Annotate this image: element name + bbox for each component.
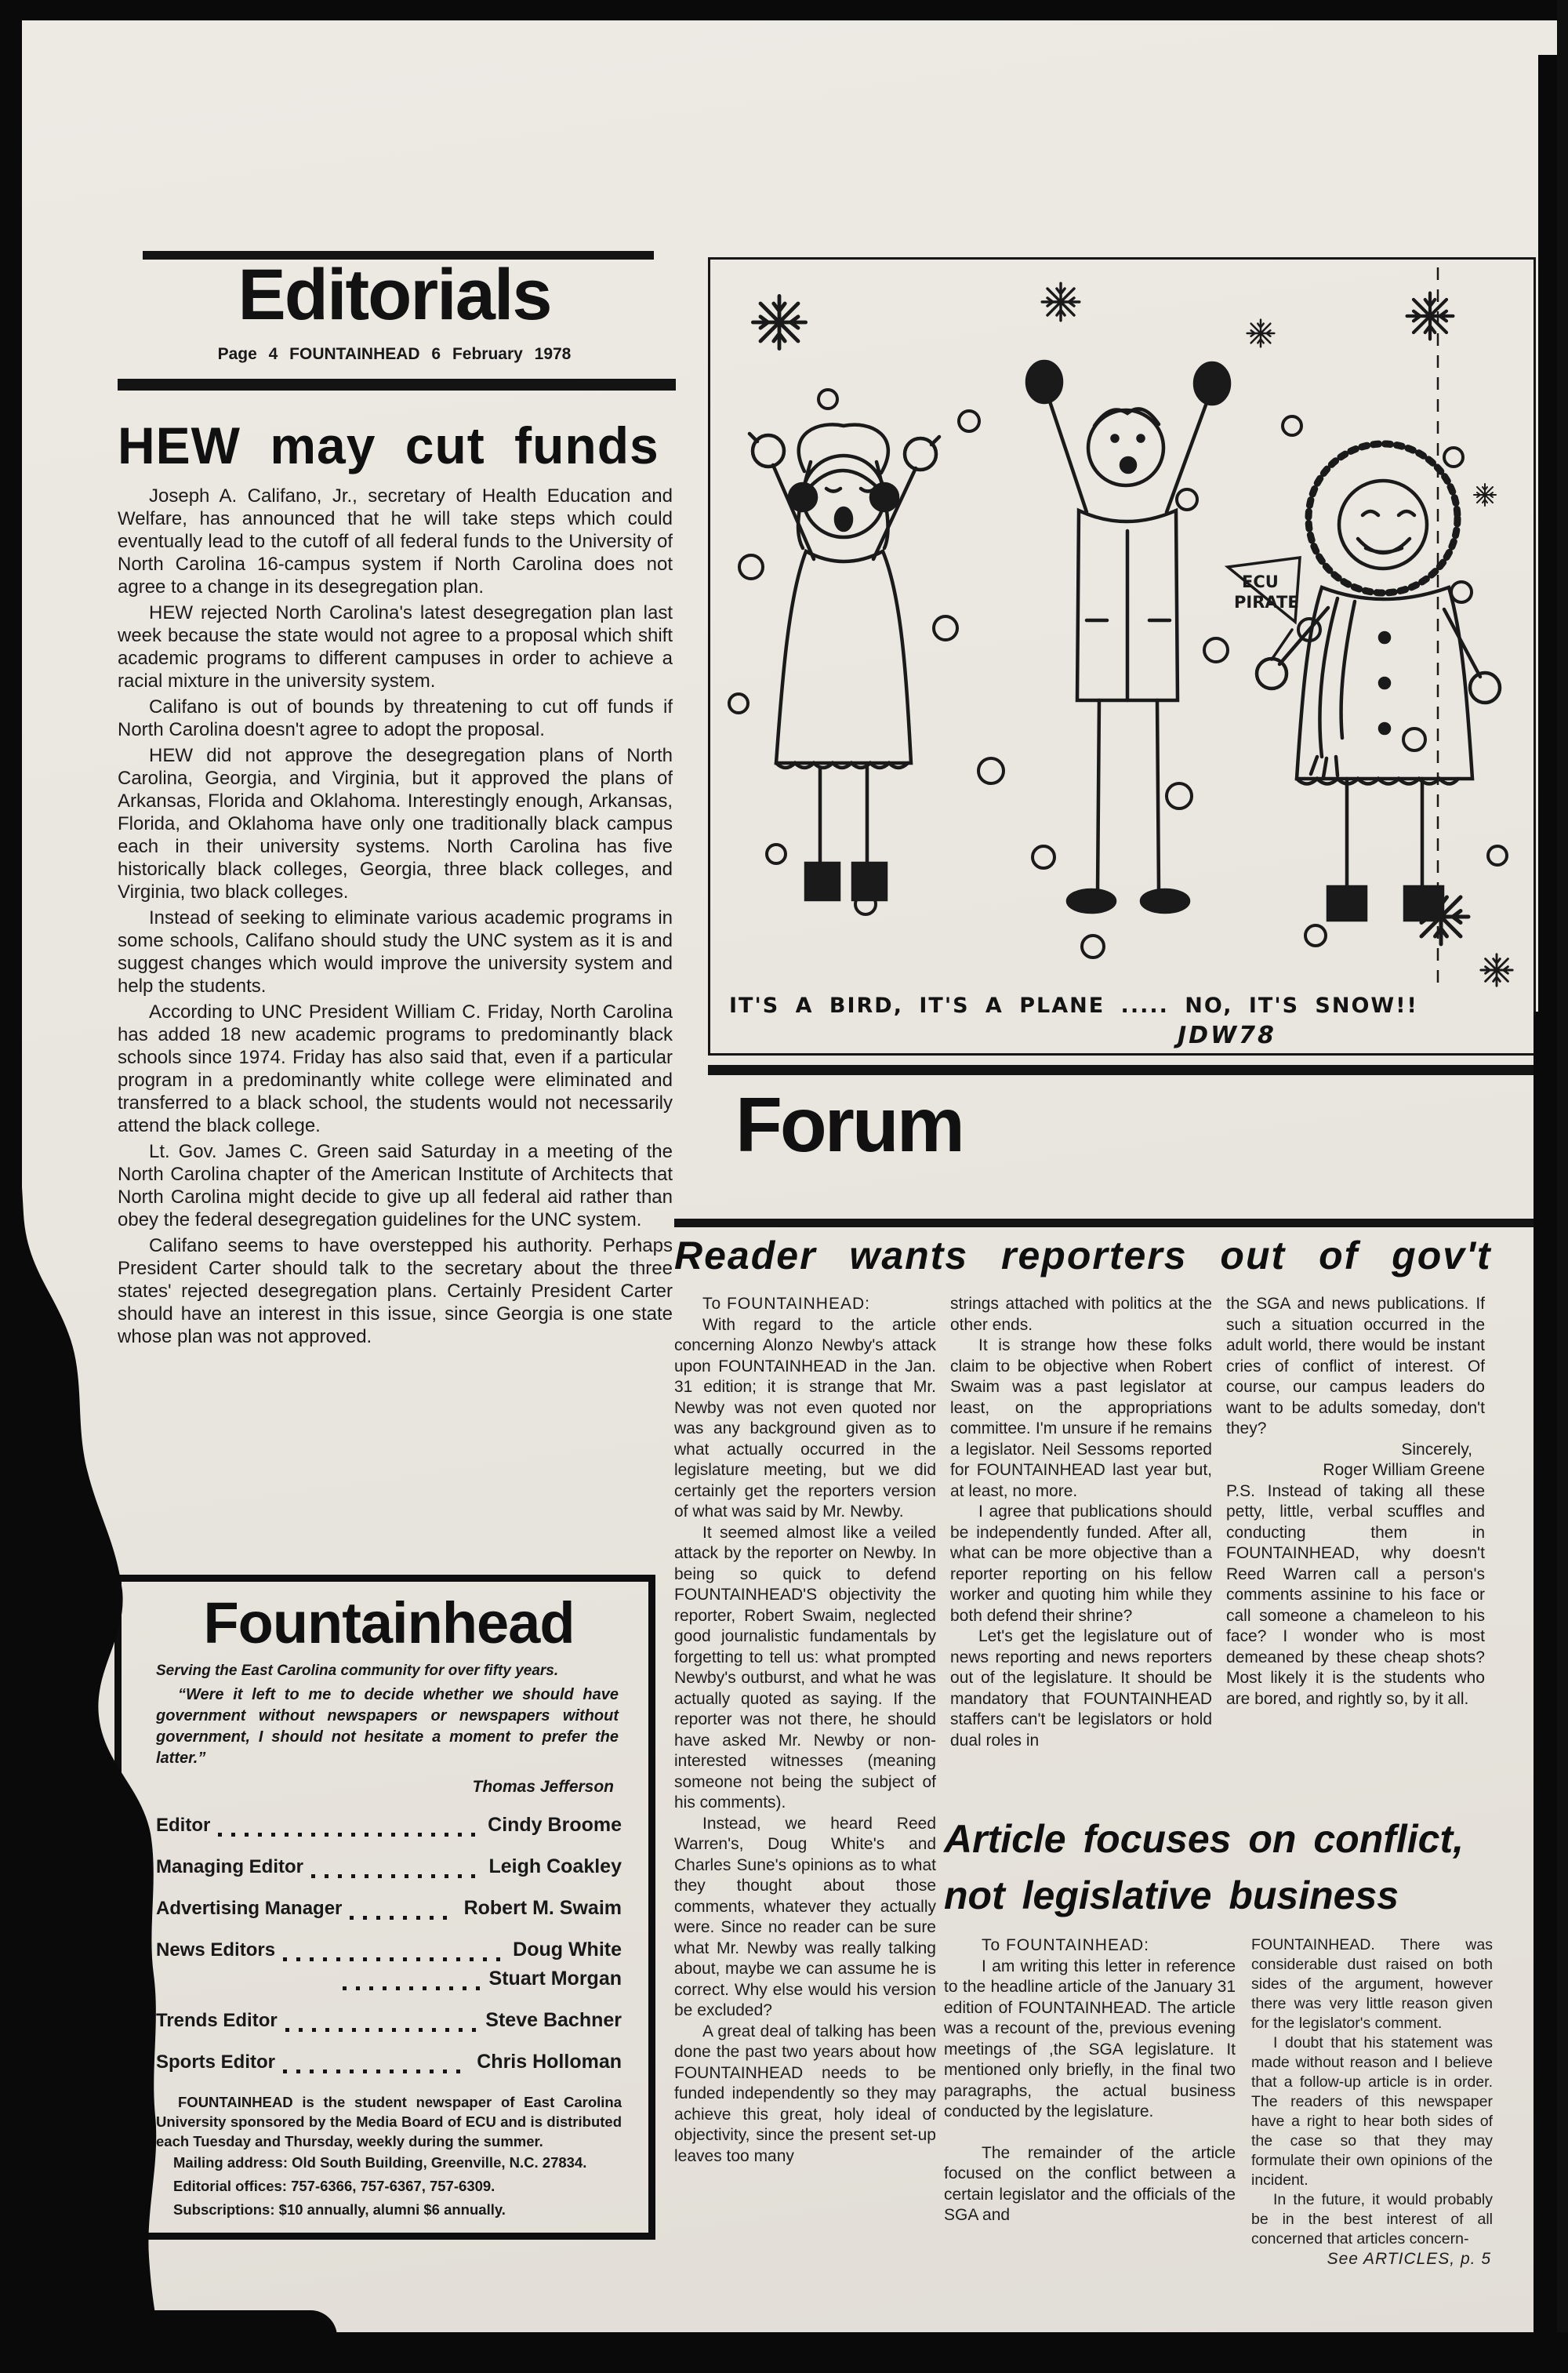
pennant-text: ECU	[1242, 572, 1279, 591]
letter-paragraph: A great deal of talking has been done the past two years about how FOUNTAINHEAD needs to be funded independently so they may achieve this great, holy ideal of objectivity, since the present set-up leaves too many	[674, 2022, 936, 2165]
scan-artifact-top-tick	[648, 0, 688, 13]
rule-below-cartoon	[708, 1065, 1536, 1075]
staff-row	[156, 1814, 622, 1837]
staff-name: Cindy Broome	[488, 1814, 622, 1836]
staff-row	[156, 1897, 622, 1920]
letter1-signoff: Sincerely,	[1401, 1440, 1472, 1459]
hew-paragraph: Lt. Gov. James C. Green said Saturday in a meeting of the North Carolina chapter of the American Institute of Architects that North Carolina might decide to give up all federal aid rather than obey the federal desegregation guidelines for the UNC system.	[118, 1141, 673, 1230]
staff-role: Advertising Manager	[156, 1898, 343, 1919]
dotted-leader	[218, 1821, 480, 1837]
masthead-staff-list	[156, 1814, 622, 2073]
rule-below-dateline	[118, 379, 676, 391]
staff-name: Stuart Morgan	[488, 1968, 622, 1990]
masthead-mailing: Mailing address: Old South Building, Greenville, N.C. 27834.	[173, 2154, 587, 2171]
dotted-leader	[311, 1862, 481, 1878]
staff-row	[156, 1968, 622, 1990]
staff-row	[156, 1855, 622, 1878]
figure-man	[1027, 362, 1229, 912]
letter1-postscript: P.S. Instead of taking all these petty, little, verbal scuffles and conducting them in FOUNTAINHEAD, why doesn't Reed Warren call a person's comments assinine to his face or call someone a chameleon to his face? I wonder who is most demeaned by these cheap shots? Most likely it is the students who are bored, and rightly so, by it all.	[1226, 1481, 1485, 1708]
staff-row	[156, 2051, 622, 2073]
letter-paragraph: It is strange how these folks claim to be objective when Robert Swaim was a past legislator at least, on the appropriations committee. I'm unsure if he remains a legislator. Neil Sessoms reported for FOUNTAINHEAD last year but, at least, no more.	[950, 1336, 1212, 1500]
letter-paragraph: I doubt that his statement was made without reason and I believe that a follow-up article is in order. The readers of this newspaper have a right to hear both sides of the case so that they may formulate their own opinions of the incident.	[1251, 2034, 1493, 2189]
letter-paragraph: The remainder of the article focused on the conflict between a certain legislator and the officials of the SGA and	[944, 2143, 1236, 2224]
staff-role: Trends Editor	[156, 2010, 278, 2031]
staff-role: Sports Editor	[156, 2051, 276, 2073]
scan-artifact-right-edge	[1557, 0, 1568, 2373]
staff-name: Leigh Coakley	[488, 1855, 622, 1877]
letter-salutation: To FOUNTAINHEAD:	[982, 1936, 1149, 1954]
dotted-leader	[285, 2016, 478, 2032]
letter-paragraph: In the future, it would probably be in the best interest of all concerned that articles concern-	[1251, 2191, 1493, 2248]
cartoon-caption: IT'S A BIRD, IT'S A PLANE ..... NO, IT'S SNOW!!	[729, 994, 1418, 1018]
hew-paragraph: Califano seems to have overstepped his authority. Perhaps President Carter should talk to the secretary about the three states' rejected desegregation plans. Certainly President Carter should have an interest in this issue, since Georgia is one state whose plan was not approved.	[118, 1235, 673, 1347]
scan-artifact-left-band	[0, 0, 22, 2373]
dotted-leader	[350, 1904, 456, 1920]
masthead-tagline: Serving the East Carolina community for over fifty years.	[156, 1663, 559, 1679]
staff-role: News Editors	[156, 1939, 276, 1961]
masthead-offices: Editorial offices: 757-6366, 757-6367, 757-6309.	[173, 2178, 495, 2194]
staff-row	[156, 1939, 622, 1961]
masthead-quote-attribution: Thomas Jefferson	[472, 1778, 614, 1796]
letter2-column-2	[1251, 1935, 1493, 2269]
staff-name: Robert M. Swaim	[463, 1897, 622, 1919]
staff-role: Editor	[156, 1815, 211, 1836]
cartoon-drawing	[710, 260, 1534, 990]
staff-row	[156, 2009, 622, 2032]
letter-paragraph: Instead, we heard Reed Warren's, Doug White's and Charles Sune's opinions as to what they thought about those comments, whatever they actually were. Since no reader can be sure what Mr. Newby was really talking about, maybe we can assume he is correct. Why else would his version be excluded?	[674, 1814, 936, 2019]
staff-name: Steve Bachner	[485, 2009, 622, 2031]
hew-article-body	[118, 485, 673, 1351]
staff-name: Chris Holloman	[477, 2051, 622, 2073]
editorial-cartoon-panel	[708, 257, 1536, 1056]
scan-artifact-bottom-band	[0, 2332, 1568, 2373]
dotted-leader	[283, 2058, 469, 2073]
staff-role: Managing Editor	[156, 1856, 303, 1877]
snow-dots	[729, 390, 1507, 958]
letter1-headline: Reader wants reporters out of gov't	[674, 1234, 1492, 1277]
letter1-column-3	[1226, 1294, 1485, 1710]
masthead-quote: “Were it left to me to decide whether we should have government without newspapers or newspapers without government, I should not hesitate a moment to prefer the latter.”	[156, 1686, 619, 1767]
letter-paragraph: FOUNTAINHEAD. There was considerable dust raised on both sides of the argument, however there was very little reason given for the legislator's comment.	[1251, 1936, 1493, 2032]
continuation-note: See ARTICLES, p. 5	[1327, 2250, 1491, 2268]
letter1-signature: Roger William Greene	[1323, 1461, 1485, 1479]
hew-paragraph: Califano is out of bounds by threatening to cut off funds if North Carolina doesn't agree to adopt the proposal.	[118, 696, 673, 740]
forum-heading: Forum	[735, 1081, 963, 1168]
hew-paragraph: Joseph A. Califano, Jr., secretary of Health Education and Welfare, has announced that he will take steps which could eventually lead to the cutoff of all federal funds to the University of North Carolina 16-campus system if North Carolina does not agree to a change in its desegregation plan.	[118, 485, 673, 598]
figure-woman	[750, 424, 939, 899]
letter-paragraph: Let's get the legislature out of news reporting and news reporters out of the legislature. It should be mandatory that FOUNTAINHEAD staffers can't be legislators or hold dual roles in	[950, 1627, 1212, 1750]
hew-headline: HEW may cut funds	[118, 416, 659, 474]
masthead-about: FOUNTAINHEAD is the student newspaper of East Carolina University sponsored by the Media Board of ECU and is distributed each Tuesday and Thursday, weekly during the summer.	[156, 2094, 622, 2150]
dotted-leader	[343, 1975, 481, 1990]
letter-salutation: To FOUNTAINHEAD:	[702, 1295, 870, 1313]
masthead-title: Fountainhead	[203, 1590, 575, 1655]
hew-paragraph: HEW did not approve the desegregation plans of North Carolina, Georgia, and Virginia, but it approved the plans of Arkansas, Florida and Oklahoma. Interestingly enough, Arkansas, Florida, and Oklahoma have only one traditionally black campus each in their university systems. North Carolina has five historically black colleges, Georgia, three black colleges, and Virginia, two black colleges.	[118, 745, 673, 903]
letter-paragraph: It seemed almost like a veiled attack by the reporter on Newby. In being so quick to defend FOUNTAINHEAD'S objectivity the reporter, Robert Swaim, neglected good journalistic fundamentals by forgetting to tell us: what prompted Newby's outburst, and what he was actually quoted as saying. If the reporter was not there, he should have asked Mr. Newby or non-interested witnesses (meaning someone not being the subject of his comments).	[674, 1523, 936, 1812]
figure-parka-person	[1228, 444, 1500, 920]
staff-name: Doug White	[513, 1939, 622, 1961]
letter-paragraph: strings attached with politics at the other ends.	[950, 1295, 1212, 1334]
cartoon-signature: JDW78	[1178, 1022, 1276, 1049]
letter-paragraph: I agree that publications should be independently funded. After all, what can be more objective than a reporter reporting on his fellow worker and quoting him while they both defend their shrine?	[950, 1503, 1212, 1625]
letter-paragraph: the SGA and news publications. If such a situation occurred in the adult world, there would be instant cries of conflict of interest. Of course, our campus leaders do want to be adults someday, don't they?	[1226, 1295, 1485, 1437]
scan-artifact-top-tick	[1422, 0, 1452, 11]
scan-artifact-top-band	[0, 0, 1568, 20]
pennant-text: PIRATE	[1234, 593, 1299, 612]
masthead-subscriptions: Subscriptions: $10 annually, alumni $6 annually.	[173, 2201, 506, 2218]
hew-paragraph: HEW rejected North Carolina's latest desegregation plan last week because the state would not agree to a proposal which shift academic programs to different campuses in order to achieve a racial mixture in the university system.	[118, 602, 673, 692]
dateline: Page 4 FOUNTAINHEAD 6 February 1978	[217, 345, 572, 363]
hew-paragraph: Instead of seeking to eliminate various academic programs in some schools, Califano should study the UNC system as it is and suggest changes which would improve the university system and help the students.	[118, 907, 673, 997]
letter2-headline-line1: Article focuses on conflict,	[944, 1817, 1465, 1861]
letter-paragraph: I am writing this letter in reference to the headline article of the January 31 edition of FOUNTAINHEAD. The article was a recount of the, previous evening meetings of ,the SGA legislature. It mentioned only briefly, in the final two paragraphs, the actual business conducted by the legislature.	[944, 1957, 1236, 2120]
dotted-leader	[283, 1946, 505, 1961]
letter2-headline-line2: not legislative business	[944, 1873, 1399, 1917]
letter-paragraph: With regard to the article concerning Alonzo Newby's attack upon FOUNTAINHEAD in the Jan. 31 edition; it is strange that Mr. Newby was not even quoted nor was any background given as to what actually occurred in the legislature meeting, but we did certainly get the reporters version of what was said by Mr. Newby.	[674, 1315, 936, 1521]
letter2-column-1	[944, 1935, 1236, 2226]
rule-below-forum	[674, 1219, 1536, 1227]
masthead-box	[114, 1575, 655, 2240]
scan-artifact-right-band	[1538, 55, 1557, 1012]
scan-artifact-left-blob	[0, 1057, 165, 2343]
page-section-title: Editorials	[238, 255, 551, 335]
letter1-column-1	[674, 1294, 936, 2167]
hew-paragraph: According to UNC President William C. Friday, North Carolina has added 18 new academic programs to predominantly black schools since 1974. Friday has also said that, even if a particular program in a predominantly white college were eliminated and transferred to a black school, the students would not necessarily attend the black college.	[118, 1001, 673, 1136]
letter1-column-2	[950, 1294, 1212, 1751]
